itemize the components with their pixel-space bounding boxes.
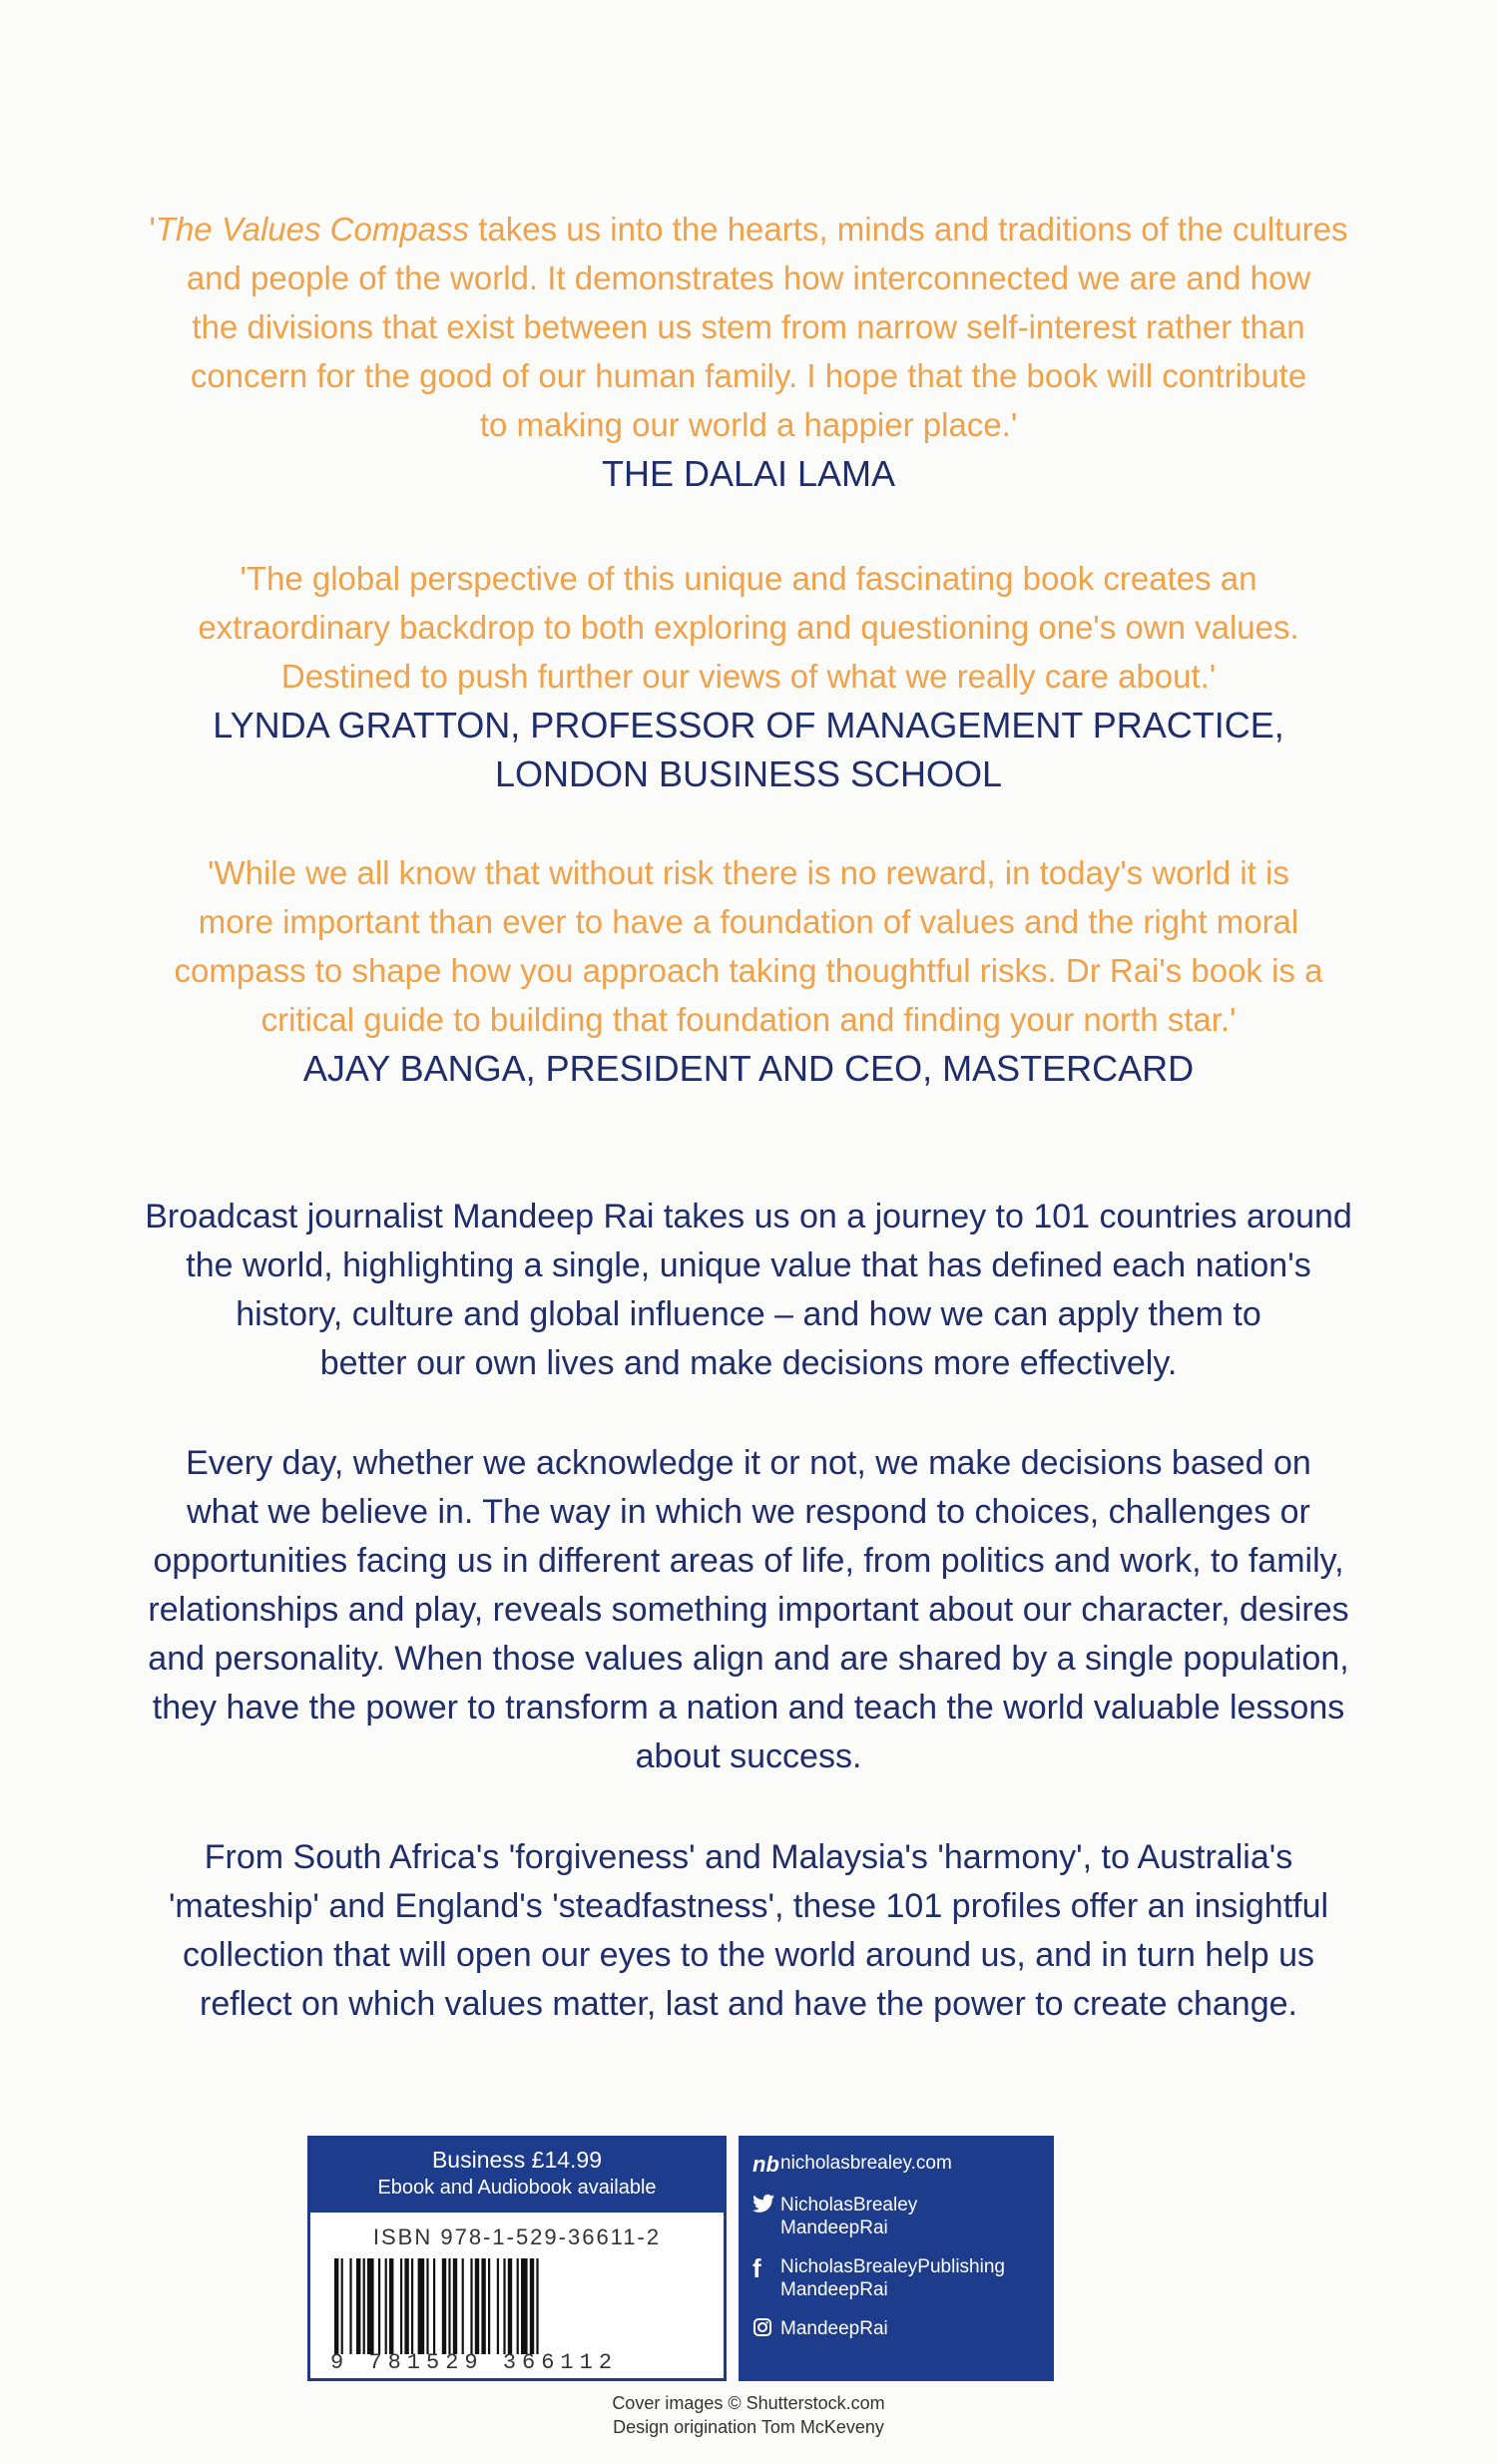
twitter-icon	[752, 2194, 780, 2219]
barcode-bar	[378, 2258, 380, 2354]
barcode-bar	[426, 2258, 428, 2354]
barcode-bar	[521, 2258, 528, 2354]
barcode-bar	[481, 2258, 485, 2354]
instagram-handle: MandeepRai	[780, 2318, 888, 2339]
barcode-bar	[367, 2258, 374, 2354]
barcode-bar	[349, 2258, 351, 2354]
availability-label: Ebook and Audiobook available	[377, 2177, 657, 2199]
quote-line: 'The global perspective of this unique and fascinating book creates an	[240, 560, 1257, 597]
barcode-bar	[418, 2258, 425, 2354]
barcode-bar	[411, 2258, 413, 2354]
isbn-label: ISBN 978-1-529-36611-2	[372, 2224, 662, 2249]
facebook-handle: MandeepRai	[780, 2279, 888, 2300]
blurb-line: 'mateship' and England's 'steadfastness', these 101 profiles offer an insightful	[168, 1887, 1329, 1925]
barcode-bar	[400, 2258, 402, 2354]
quote-line: 'While we all know that without risk there is no reward, in today's world it is	[208, 854, 1289, 891]
quote-line: the divisions that exist between us stem from narrow self-interest rather than	[192, 308, 1305, 345]
quote-line: to making our world a happier place.'	[479, 406, 1018, 443]
blurb-line: about success.	[635, 1737, 862, 1775]
barcode-digits: 9 781529 366112	[330, 2350, 619, 2375]
price-barcode-box	[307, 2136, 727, 2381]
barcode-bar	[536, 2258, 538, 2354]
blurb-line: they have the power to transform a nation and teach the world valuable lessons	[152, 1689, 1345, 1726]
price-label: Business £14.99	[431, 2147, 603, 2173]
barcode-bar	[503, 2258, 505, 2354]
blurb-line: history, culture and global influence – and how we can apply them to	[236, 1295, 1261, 1333]
blurb-line: the world, highlighting a single, unique value that has defined each nation's	[186, 1246, 1311, 1284]
barcode-bar	[462, 2258, 464, 2354]
instagram-link[interactable]	[752, 2317, 1040, 2343]
instagram-icon	[752, 2317, 780, 2343]
barcode-bar	[470, 2258, 472, 2354]
website-text: nicholasbrealey.com	[780, 2153, 952, 2174]
twitter-link[interactable]	[752, 2194, 1040, 2239]
quote-attribution: AJAY BANGA, PRESIDENT AND CEO, MASTERCARD	[302, 1048, 1195, 1089]
blurb-line: what we believe in. The way in which we respond to choices, challenges or	[187, 1493, 1310, 1531]
barcode-bar	[517, 2258, 519, 2354]
barcode-bar	[448, 2258, 450, 2354]
quote-lynda-gratton	[50, 554, 1447, 798]
blurb-line: opportunities facing us in different areas of life, from politics and work, to family,	[153, 1542, 1344, 1580]
quote-line: Destined to push further our views of what we really care about.'	[280, 658, 1217, 695]
nb-logo-icon: nb	[752, 2152, 779, 2177]
blurb-line: From South Africa's 'forgiveness' and Malaysia's 'harmony', to Australia's	[204, 1838, 1293, 1876]
price-header	[310, 2139, 724, 2213]
blurb-line: Broadcast journalist Mandeep Rai takes us on a journey to 101 countries around	[145, 1198, 1352, 1235]
quote-ajay-banga	[50, 848, 1447, 1093]
credit-line: Design origination Tom McKeveny	[613, 2417, 884, 2437]
blurb-line: Every day, whether we acknowledge it or not, we make decisions based on	[186, 1444, 1311, 1482]
website-link[interactable]	[752, 2152, 1040, 2178]
barcode-bar	[475, 2258, 479, 2354]
barcode-image	[334, 2258, 704, 2354]
quote-attribution: LONDON BUSINESS SCHOOL	[494, 753, 1003, 794]
twitter-handle: NicholasBrealey	[780, 2195, 918, 2216]
barcode-bar	[334, 2258, 338, 2354]
barcode-bar	[404, 2258, 408, 2354]
blurb-line: better our own lives and make decisions more effectively.	[319, 1344, 1178, 1382]
quote-line: critical guide to building that foundation and finding your north star.'	[260, 1001, 1237, 1038]
facebook-icon: f	[752, 2253, 761, 2283]
barcode-bar	[508, 2258, 512, 2354]
quote-line: 'The Values Compass takes us into the hearts, minds and traditions of the cultures	[149, 211, 1348, 247]
barcode-bar	[356, 2258, 360, 2354]
barcode-bar	[488, 2258, 490, 2354]
quote-line: and people of the world. It demonstrates how interconnected we are and how	[186, 259, 1311, 296]
barcode-bar	[385, 2258, 387, 2354]
quote-dalai-lama	[50, 205, 1447, 498]
barcode-bar	[363, 2258, 365, 2354]
barcode-bar	[433, 2258, 435, 2354]
quote-line: compass to shape how you approach taking thoughtful risks. Dr Rai's book is a	[174, 952, 1323, 989]
twitter-handle: MandeepRai	[780, 2218, 888, 2238]
barcode-bar	[530, 2258, 534, 2354]
blurb-paragraph	[40, 1833, 1457, 2029]
blurb-paragraph	[40, 1193, 1457, 1388]
credit-line: Cover images © Shutterstock.com	[612, 2393, 885, 2413]
barcode-bar	[453, 2258, 457, 2354]
quote-attribution: THE DALAI LAMA	[601, 453, 896, 494]
quote-line: extraordinary backdrop to both exploring and questioning one's own values.	[198, 609, 1299, 646]
blurb-line: and personality. When those values align and are shared by a single population,	[148, 1640, 1349, 1678]
quote-attribution: LYNDA GRATTON, PROFESSOR OF MANAGEMENT PRACTICE,	[213, 705, 1284, 745]
blurb-paragraph	[40, 1439, 1457, 1781]
blurb-line: collection that will open our eyes to the world around us, and in turn help us	[182, 1936, 1315, 1974]
facebook-handle: NicholasBrealeyPublishing	[780, 2256, 1005, 2277]
barcode-bar	[497, 2258, 499, 2354]
credits	[0, 2391, 1497, 2439]
blurb-line: relationships and play, reveals something important about our character, desires	[148, 1591, 1349, 1629]
social-links-box	[739, 2136, 1054, 2381]
barcode-bar	[442, 2258, 446, 2354]
quote-line: more important than ever to have a foundation of values and the right moral	[198, 903, 1299, 940]
quote-line: concern for the good of our human family. I hope that the book will contribute	[190, 357, 1307, 394]
facebook-link[interactable]	[752, 2255, 1040, 2301]
blurb-line: reflect on which values matter, last and have the power to create change.	[200, 1985, 1297, 2023]
barcode-bar	[389, 2258, 393, 2354]
barcode-bar	[341, 2258, 343, 2354]
